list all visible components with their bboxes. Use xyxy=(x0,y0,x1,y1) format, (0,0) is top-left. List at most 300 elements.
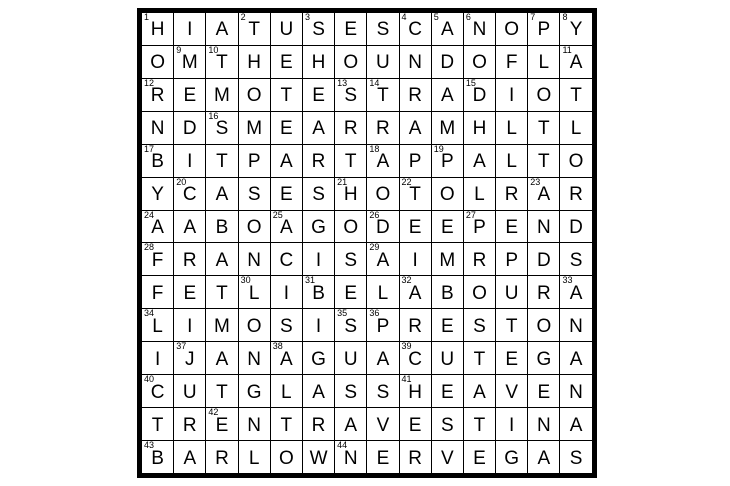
crossword-cell[interactable] xyxy=(367,408,399,441)
crossword-cell[interactable] xyxy=(174,276,206,309)
crossword-cell[interactable] xyxy=(367,177,399,210)
cell-letter: E xyxy=(280,184,293,206)
crossword-cell[interactable] xyxy=(463,177,495,210)
crossword-cell[interactable] xyxy=(431,375,463,408)
crossword-cell[interactable] xyxy=(399,342,431,375)
crossword-cell[interactable] xyxy=(496,11,528,46)
crossword-cell[interactable] xyxy=(140,144,174,177)
crossword-cell[interactable] xyxy=(431,111,463,144)
crossword-cell[interactable] xyxy=(302,309,334,342)
crossword-cell[interactable] xyxy=(174,78,206,111)
crossword-cell[interactable] xyxy=(174,111,206,144)
cell-number: 44 xyxy=(337,440,348,450)
cell-letter: U xyxy=(182,381,197,403)
crossword-cell[interactable] xyxy=(528,408,560,441)
crossword-cell[interactable] xyxy=(335,111,367,144)
crossword-cell[interactable] xyxy=(270,111,302,144)
crossword-cell[interactable] xyxy=(302,45,334,78)
cell-letter: V xyxy=(440,447,454,469)
crossword-cell[interactable] xyxy=(270,441,302,476)
crossword-cell[interactable] xyxy=(431,177,463,210)
crossword-cell[interactable] xyxy=(270,11,302,46)
crossword-cell[interactable] xyxy=(335,45,367,78)
crossword-cell[interactable] xyxy=(206,342,238,375)
crossword-cell[interactable] xyxy=(431,144,463,177)
cell-number: 19 xyxy=(433,143,444,154)
crossword-cell[interactable] xyxy=(270,276,302,309)
crossword-cell[interactable] xyxy=(399,210,431,243)
crossword-cell[interactable] xyxy=(140,111,174,144)
crossword-cell[interactable] xyxy=(367,78,399,111)
cell-letter: C xyxy=(182,184,197,206)
crossword-cell[interactable] xyxy=(496,78,528,111)
crossword-cell[interactable] xyxy=(270,210,302,243)
crossword-cell[interactable] xyxy=(463,375,495,408)
crossword-row xyxy=(140,144,595,177)
crossword-cell[interactable] xyxy=(496,45,528,78)
crossword-cell[interactable] xyxy=(528,309,560,342)
crossword-cell[interactable] xyxy=(399,441,431,476)
crossword-cell[interactable] xyxy=(238,342,270,375)
crossword-cell[interactable] xyxy=(335,276,367,309)
crossword-cell[interactable] xyxy=(399,144,431,177)
cell-letter: O xyxy=(472,52,487,74)
cell-letter: E xyxy=(440,315,454,337)
crossword-cell[interactable] xyxy=(302,441,334,476)
cell-letter: O xyxy=(278,447,294,469)
cell-letter: S xyxy=(312,19,325,41)
crossword-cell[interactable] xyxy=(431,45,463,78)
cell-letter: O xyxy=(504,19,520,41)
cell-letter: R xyxy=(408,85,422,107)
cell-letter: O xyxy=(472,282,487,304)
crossword-cell[interactable] xyxy=(367,144,399,177)
crossword-cell[interactable] xyxy=(496,441,528,476)
cell-letter: Y xyxy=(151,184,164,206)
cell-letter: F xyxy=(505,52,518,74)
crossword-row xyxy=(140,276,595,309)
crossword-cell[interactable] xyxy=(496,408,528,441)
crossword-cell[interactable] xyxy=(206,243,238,276)
cell-letter: N xyxy=(569,381,583,403)
crossword-cell[interactable] xyxy=(399,78,431,111)
crossword-cell[interactable] xyxy=(399,309,431,342)
cell-number: 20 xyxy=(176,176,187,187)
crossword-cell[interactable] xyxy=(496,111,528,144)
crossword-cell[interactable] xyxy=(367,45,399,78)
crossword-cell[interactable] xyxy=(238,144,270,177)
crossword-cell[interactable] xyxy=(496,375,528,408)
crossword-cell[interactable] xyxy=(560,45,594,78)
crossword-cell[interactable] xyxy=(496,342,528,375)
crossword-cell[interactable] xyxy=(463,342,495,375)
crossword-cell[interactable] xyxy=(560,243,594,276)
cell-letter: N xyxy=(536,217,551,238)
crossword-cell[interactable] xyxy=(463,11,495,46)
cell-number: 3 xyxy=(304,12,310,22)
crossword-row xyxy=(140,243,595,276)
crossword-cell[interactable] xyxy=(206,45,238,78)
crossword-cell[interactable] xyxy=(399,408,431,441)
crossword-cell[interactable] xyxy=(463,408,495,441)
crossword-cell[interactable] xyxy=(302,243,334,276)
crossword-cell[interactable] xyxy=(140,177,174,210)
crossword-cell[interactable] xyxy=(560,177,594,210)
crossword-cell[interactable] xyxy=(206,144,238,177)
cell-letter: F xyxy=(151,282,164,304)
crossword-cell[interactable] xyxy=(335,177,367,210)
crossword-cell[interactable] xyxy=(528,276,560,309)
cell-letter: R xyxy=(311,414,326,436)
crossword-cell[interactable] xyxy=(560,408,594,441)
cell-letter: N xyxy=(408,52,422,74)
cell-letter: B xyxy=(440,282,454,304)
crossword-cell[interactable] xyxy=(560,210,594,243)
crossword-cell[interactable] xyxy=(431,78,463,111)
crossword-cell[interactable] xyxy=(528,111,560,144)
crossword-cell[interactable] xyxy=(140,309,174,342)
crossword-cell[interactable] xyxy=(270,408,302,441)
cell-letter: E xyxy=(408,217,422,238)
crossword-cell[interactable] xyxy=(174,342,206,375)
cell-letter: N xyxy=(247,249,262,271)
cell-letter: G xyxy=(536,348,552,370)
crossword-cell[interactable] xyxy=(270,45,302,78)
crossword-cell[interactable] xyxy=(238,309,270,342)
crossword-cell[interactable] xyxy=(335,375,367,408)
crossword-cell[interactable] xyxy=(367,342,399,375)
crossword-cell[interactable] xyxy=(238,441,270,476)
crossword-cell[interactable] xyxy=(206,177,238,210)
crossword-cell[interactable] xyxy=(560,342,594,375)
crossword-cell[interactable] xyxy=(399,276,431,309)
crossword-cell[interactable] xyxy=(174,408,206,441)
crossword-cell[interactable] xyxy=(140,375,174,408)
crossword-cell[interactable] xyxy=(463,276,495,309)
crossword-cell[interactable] xyxy=(335,210,367,243)
crossword-cell[interactable] xyxy=(206,78,238,111)
cell-letter: A xyxy=(280,348,293,370)
crossword-cell[interactable] xyxy=(560,11,594,46)
crossword-cell[interactable] xyxy=(560,276,594,309)
cell-number: 7 xyxy=(530,12,536,22)
crossword-cell[interactable] xyxy=(560,111,594,144)
crossword-cell[interactable] xyxy=(335,408,367,441)
crossword-cell[interactable] xyxy=(367,243,399,276)
cell-number: 12 xyxy=(144,77,155,88)
crossword-cell[interactable] xyxy=(174,45,206,78)
crossword-cell[interactable] xyxy=(174,210,206,243)
crossword-cell[interactable] xyxy=(335,144,367,177)
cell-letter: R xyxy=(150,85,165,107)
crossword-cell[interactable] xyxy=(270,177,302,210)
crossword-cell[interactable] xyxy=(496,144,528,177)
cell-letter: A xyxy=(408,282,422,304)
crossword-cell[interactable] xyxy=(270,375,302,408)
crossword-cell[interactable] xyxy=(140,408,174,441)
crossword-cell[interactable] xyxy=(302,177,334,210)
crossword-cell[interactable] xyxy=(174,441,206,476)
crossword-cell[interactable] xyxy=(174,11,206,46)
crossword-cell[interactable] xyxy=(206,111,238,144)
crossword-cell[interactable] xyxy=(528,11,560,46)
crossword-cell[interactable] xyxy=(399,111,431,144)
crossword-cell[interactable] xyxy=(302,11,334,46)
crossword-cell[interactable] xyxy=(302,111,334,144)
cell-letter: I xyxy=(187,19,193,41)
crossword-cell[interactable] xyxy=(496,210,528,243)
crossword-cell[interactable] xyxy=(431,309,463,342)
crossword-cell[interactable] xyxy=(528,177,560,210)
crossword-cell[interactable] xyxy=(140,243,174,276)
crossword-cell[interactable] xyxy=(238,177,270,210)
cell-letter: I xyxy=(315,315,322,337)
cell-letter: P xyxy=(376,315,390,337)
cell-letter: A xyxy=(215,19,229,41)
crossword-row xyxy=(140,78,595,111)
crossword-cell[interactable] xyxy=(399,11,431,46)
cell-letter: A xyxy=(183,447,197,469)
crossword-cell[interactable] xyxy=(528,45,560,78)
crossword-cell[interactable] xyxy=(399,45,431,78)
cell-letter: S xyxy=(569,249,583,271)
cell-letter: A xyxy=(473,151,486,173)
crossword-row xyxy=(140,177,595,210)
crossword-cell[interactable] xyxy=(174,243,206,276)
crossword-cell[interactable] xyxy=(206,408,238,441)
crossword-cell[interactable] xyxy=(174,144,206,177)
crossword-cell[interactable] xyxy=(463,45,495,78)
cell-letter: T xyxy=(409,184,421,206)
crossword-cell[interactable] xyxy=(270,78,302,111)
cell-letter: B xyxy=(215,217,229,238)
crossword-cell[interactable] xyxy=(140,210,174,243)
crossword-cell[interactable] xyxy=(206,309,238,342)
cell-letter: E xyxy=(215,414,229,436)
crossword-cell[interactable] xyxy=(399,375,431,408)
crossword-cell[interactable] xyxy=(206,210,238,243)
cell-letter: P xyxy=(537,19,551,41)
crossword-cell[interactable] xyxy=(367,11,399,46)
crossword-grid[interactable] xyxy=(137,8,597,478)
crossword-cell[interactable] xyxy=(238,78,270,111)
crossword-cell[interactable] xyxy=(238,45,270,78)
crossword-cell[interactable] xyxy=(335,309,367,342)
crossword-cell[interactable] xyxy=(399,243,431,276)
cell-letter: E xyxy=(344,282,358,304)
crossword-cell[interactable] xyxy=(206,441,238,476)
crossword-cell[interactable] xyxy=(238,375,270,408)
crossword-cell[interactable] xyxy=(302,210,334,243)
crossword-cell[interactable] xyxy=(302,78,334,111)
crossword-cell[interactable] xyxy=(528,78,560,111)
cell-letter: U xyxy=(504,282,519,304)
cell-letter: A xyxy=(312,118,325,140)
cell-number: 17 xyxy=(144,143,155,154)
crossword-cell[interactable] xyxy=(560,78,594,111)
cell-letter: O xyxy=(568,151,584,173)
crossword-cell[interactable] xyxy=(496,177,528,210)
crossword-cell[interactable] xyxy=(431,342,463,375)
crossword-cell[interactable] xyxy=(560,144,594,177)
cell-letter: A xyxy=(408,118,422,140)
crossword-cell[interactable] xyxy=(367,441,399,476)
cell-letter: U xyxy=(376,52,390,74)
crossword-cell[interactable] xyxy=(140,276,174,309)
cell-letter: A xyxy=(569,282,583,304)
crossword-cell[interactable] xyxy=(367,210,399,243)
cell-letter: T xyxy=(570,85,582,107)
crossword-cell[interactable] xyxy=(140,342,174,375)
crossword-cell[interactable] xyxy=(496,276,528,309)
crossword-cell[interactable] xyxy=(496,243,528,276)
crossword-cell[interactable] xyxy=(367,111,399,144)
cell-letter: I xyxy=(187,151,193,173)
crossword-cell[interactable] xyxy=(174,309,206,342)
cell-letter: L xyxy=(377,282,389,304)
cell-number: 43 xyxy=(144,440,155,450)
crossword-cell[interactable] xyxy=(463,309,495,342)
cell-letter: I xyxy=(187,315,193,337)
crossword-cell[interactable] xyxy=(560,375,594,408)
cell-letter: B xyxy=(151,447,164,469)
crossword-cell[interactable] xyxy=(367,375,399,408)
crossword-cell[interactable] xyxy=(528,375,560,408)
crossword-cell[interactable] xyxy=(463,441,495,476)
crossword-cell[interactable] xyxy=(431,210,463,243)
crossword-cell[interactable] xyxy=(335,342,367,375)
crossword-cell[interactable] xyxy=(463,78,495,111)
cell-letter: A xyxy=(215,184,229,206)
cell-letter: P xyxy=(505,249,518,271)
crossword-cell[interactable] xyxy=(528,342,560,375)
crossword-cell[interactable] xyxy=(206,375,238,408)
cell-letter: R xyxy=(376,118,390,140)
crossword-cell[interactable] xyxy=(140,45,174,78)
crossword-cell[interactable] xyxy=(431,11,463,46)
crossword-puzzle xyxy=(137,8,593,478)
cell-number: 28 xyxy=(144,242,155,253)
cell-number: 27 xyxy=(465,209,476,220)
cell-letter: H xyxy=(311,52,326,74)
crossword-cell[interactable] xyxy=(367,309,399,342)
cell-letter: N xyxy=(536,414,551,436)
crossword-cell[interactable] xyxy=(302,375,334,408)
crossword-cell[interactable] xyxy=(238,111,270,144)
cell-letter: E xyxy=(344,19,358,41)
crossword-cell[interactable] xyxy=(431,243,463,276)
crossword-cell[interactable] xyxy=(238,11,270,46)
cell-letter: O xyxy=(150,52,165,74)
cell-letter: O xyxy=(343,52,359,74)
crossword-cell[interactable] xyxy=(174,375,206,408)
cell-number: 15 xyxy=(465,77,476,88)
crossword-cell[interactable] xyxy=(431,276,463,309)
cell-letter: R xyxy=(311,151,326,173)
cell-number: 9 xyxy=(176,44,182,55)
crossword-cell[interactable] xyxy=(238,243,270,276)
cell-letter: P xyxy=(473,217,486,238)
cell-number: 32 xyxy=(401,275,412,286)
crossword-cell[interactable] xyxy=(238,210,270,243)
crossword-cell[interactable] xyxy=(496,309,528,342)
crossword-cell[interactable] xyxy=(238,408,270,441)
crossword-cell[interactable] xyxy=(560,309,594,342)
crossword-cell[interactable] xyxy=(463,111,495,144)
cell-number: 1 xyxy=(144,12,150,22)
cell-letter: P xyxy=(408,151,422,173)
crossword-cell[interactable] xyxy=(270,144,302,177)
crossword-cell[interactable] xyxy=(367,276,399,309)
crossword-cell[interactable] xyxy=(431,408,463,441)
cell-letter: L xyxy=(538,52,550,74)
crossword-cell[interactable] xyxy=(302,342,334,375)
crossword-cell[interactable] xyxy=(270,342,302,375)
crossword-cell[interactable] xyxy=(431,441,463,476)
crossword-cell[interactable] xyxy=(463,243,495,276)
crossword-cell[interactable] xyxy=(560,441,594,476)
cell-letter: S xyxy=(312,184,325,206)
cell-letter: R xyxy=(408,315,422,337)
cell-letter: A xyxy=(569,414,583,436)
cell-letter: R xyxy=(504,184,519,206)
cell-letter: G xyxy=(504,447,520,469)
cell-letter: O xyxy=(375,184,391,206)
crossword-cell[interactable] xyxy=(140,78,174,111)
cell-letter: A xyxy=(344,414,358,436)
crossword-cell[interactable] xyxy=(528,441,560,476)
crossword-cell[interactable] xyxy=(335,441,367,476)
crossword-cell[interactable] xyxy=(335,78,367,111)
crossword-cell[interactable] xyxy=(238,276,270,309)
crossword-cell[interactable] xyxy=(206,11,238,46)
crossword-cell[interactable] xyxy=(270,309,302,342)
cell-letter: A xyxy=(537,184,551,206)
cell-letter: S xyxy=(376,381,390,403)
crossword-cell[interactable] xyxy=(140,11,174,46)
cell-number: 36 xyxy=(369,308,380,319)
crossword-cell[interactable] xyxy=(335,243,367,276)
cell-letter: A xyxy=(376,151,390,173)
cell-letter: N xyxy=(247,414,262,436)
crossword-cell[interactable] xyxy=(528,144,560,177)
cell-letter: O xyxy=(246,85,262,107)
crossword-cell[interactable] xyxy=(302,276,334,309)
crossword-cell[interactable] xyxy=(399,177,431,210)
crossword-cell[interactable] xyxy=(528,243,560,276)
crossword-cell[interactable] xyxy=(302,144,334,177)
crossword-cell[interactable] xyxy=(463,210,495,243)
crossword-cell[interactable] xyxy=(463,144,495,177)
crossword-cell[interactable] xyxy=(528,210,560,243)
cell-letter: I xyxy=(283,282,289,304)
cell-letter: C xyxy=(408,348,422,370)
crossword-cell[interactable] xyxy=(206,276,238,309)
crossword-cell[interactable] xyxy=(335,11,367,46)
cell-number: 33 xyxy=(562,275,573,286)
cell-letter: S xyxy=(440,414,454,436)
cell-letter: O xyxy=(246,217,262,238)
crossword-cell[interactable] xyxy=(140,441,174,476)
crossword-cell[interactable] xyxy=(302,408,334,441)
crossword-cell[interactable] xyxy=(174,177,206,210)
crossword-cell[interactable] xyxy=(270,243,302,276)
cell-letter: E xyxy=(312,85,325,107)
crossword-row xyxy=(140,441,595,476)
cell-number: 6 xyxy=(465,12,471,22)
cell-letter: I xyxy=(315,249,322,271)
cell-letter: E xyxy=(440,381,454,403)
